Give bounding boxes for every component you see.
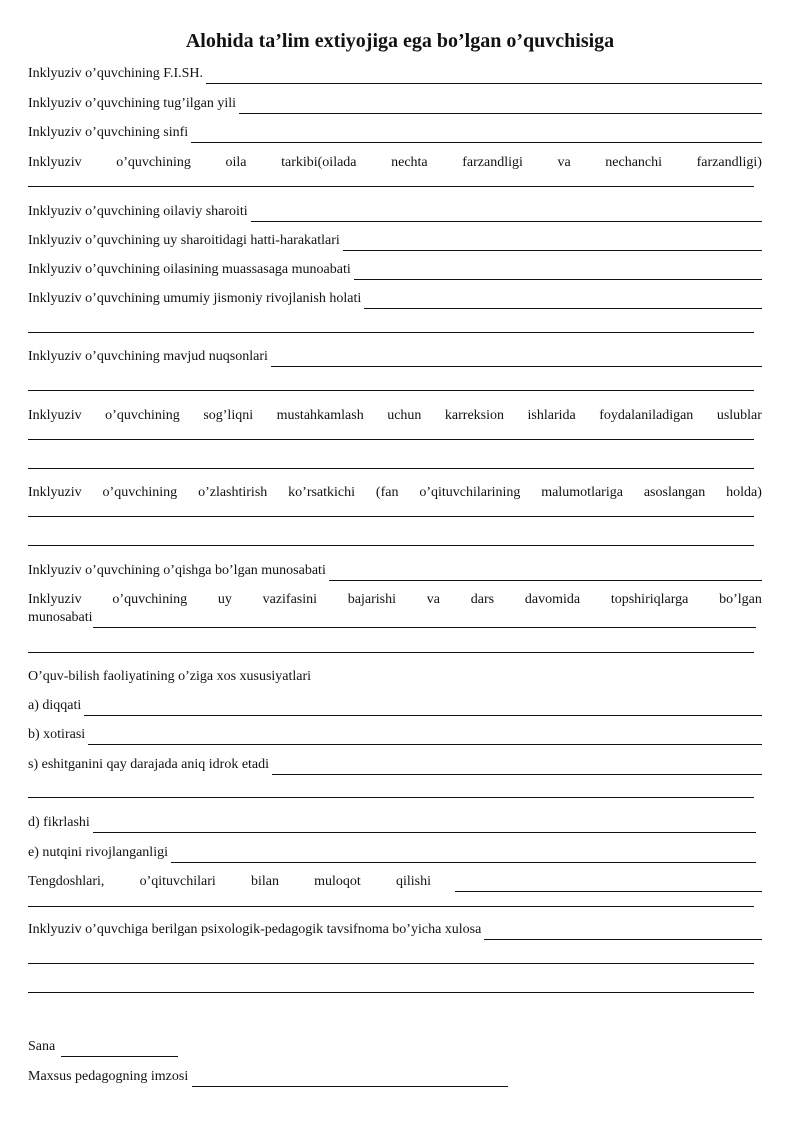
fill-line[interactable] (191, 127, 762, 143)
field-label: munosabati (28, 610, 93, 625)
field-fish (28, 64, 762, 84)
field-perception (28, 755, 762, 775)
document-title: Alohida ta’lim extiyojiga ega bo’lgan o’quvchisiga (185, 30, 615, 52)
label-word: ko’rsatkichi (288, 485, 356, 500)
label-word: o’quvchining (116, 155, 191, 170)
label-word: nechta (391, 155, 428, 170)
label-word: (fan (375, 485, 399, 500)
field-label: Inklyuziv o’quvchining sinfi (28, 125, 189, 140)
fill-line[interactable] (271, 351, 762, 367)
label-word: o’qituvchilari (139, 874, 216, 889)
fill-line[interactable] (28, 390, 754, 391)
field-home-behavior (28, 231, 762, 251)
fill-line[interactable] (364, 293, 762, 309)
field-communication (28, 872, 762, 892)
field-label: e) nutqini rivojlanganligi (28, 845, 168, 860)
cognitive-header: O’quv-bilish faoliyatining o’ziga xos xususiyatlari (28, 669, 312, 684)
label-word: nechanchi (605, 155, 663, 170)
field-label: Inklyuziv o’quvchining oilasining muassasaga munoabati (28, 262, 351, 277)
label-word: dars (470, 592, 495, 607)
fill-line[interactable] (272, 759, 762, 775)
fill-line[interactable] (28, 516, 754, 517)
label-word: bilan (250, 874, 279, 889)
label-word: tarkibi(oilada (281, 155, 357, 170)
fill-line[interactable] (455, 876, 762, 892)
field-health-methods (28, 406, 762, 426)
field-label: Inklyuziv o’quvchiga berilgan psixologik-pedagogik tavsifnoma bo’yicha xulosa (28, 922, 482, 937)
field-thinking (28, 813, 756, 833)
field-family-conditions (28, 202, 762, 222)
fill-line[interactable] (88, 729, 762, 745)
field-conclusion (28, 920, 762, 940)
field-label: d) fikrlashi (28, 815, 90, 830)
label-word: ishlarida (527, 408, 576, 423)
field-label: Inklyuziv o’quvchining o’qishga bo’lgan munosabati (28, 563, 326, 578)
field-label: Inklyuziv o’quvchining uy sharoitidagi hatti-harakatlari (28, 233, 340, 248)
label-word: holda) (726, 485, 762, 500)
field-label: Sana (28, 1039, 56, 1054)
field-label (28, 872, 431, 892)
field-label: Inklyuziv o’quvchining mavjud nuqsonlari (28, 349, 268, 364)
fill-line[interactable] (28, 545, 754, 546)
label-word: va (557, 155, 571, 170)
field-defects (28, 347, 762, 367)
fill-line[interactable] (354, 264, 762, 280)
fill-line[interactable] (206, 68, 762, 84)
fill-line[interactable] (93, 612, 756, 628)
field-label: Inklyuziv o’quvchining oilaviy sharoiti (28, 204, 248, 219)
field-label: b) xotirasi (28, 727, 86, 742)
fill-line[interactable] (28, 992, 754, 993)
label-word: sog’liqni (203, 408, 254, 423)
fill-line[interactable] (251, 206, 762, 222)
label-word: Tengdoshlari, (28, 874, 105, 889)
fill-line[interactable] (28, 468, 754, 469)
fill-line[interactable] (329, 565, 762, 581)
label-word: o’quvchining (112, 592, 188, 607)
label-word: qilishi (395, 874, 431, 889)
label-word: vazifasini (262, 592, 318, 607)
fill-line[interactable] (84, 700, 762, 716)
field-speech (28, 843, 756, 863)
fill-line[interactable] (93, 817, 756, 833)
field-signature (28, 1067, 508, 1087)
label-word: Inklyuziv (28, 592, 82, 607)
fill-line[interactable] (192, 1071, 508, 1087)
label-word: o’zlashtirish (198, 485, 268, 500)
fill-line[interactable] (239, 98, 762, 114)
field-reading-attitude (28, 561, 762, 581)
label-word: karreksion (444, 408, 505, 423)
label-word: mustahkamlash (276, 408, 364, 423)
field-family-attitude (28, 260, 762, 280)
fill-line[interactable] (171, 847, 756, 863)
field-physical-development (28, 289, 762, 309)
field-label: Maxsus pedagogning imzosi (28, 1069, 189, 1084)
label-word: uchun (387, 408, 422, 423)
field-family-composition (28, 153, 762, 173)
label-word: bo’lgan (719, 592, 762, 607)
field-memory (28, 725, 762, 745)
label-word: Inklyuziv (28, 155, 82, 170)
label-word: o’quvchining (102, 485, 178, 500)
label-word: va (426, 592, 440, 607)
fill-line[interactable] (28, 652, 754, 653)
fill-line[interactable] (61, 1041, 178, 1057)
fill-line[interactable] (28, 439, 754, 440)
label-word: muloqot (314, 874, 361, 889)
field-label: Inklyuziv o’quvchining F.I.SH. (28, 66, 204, 81)
label-word: malumotlariga (541, 485, 623, 500)
field-label: s) eshitganini qay darajada aniq idrok etadi (28, 757, 270, 772)
field-attention (28, 696, 762, 716)
label-word: farzandligi (462, 155, 523, 170)
field-class (28, 123, 762, 143)
label-word: Inklyuziv (28, 485, 82, 500)
label-word: oila (225, 155, 247, 170)
label-word: o’qituvchilarining (419, 485, 521, 500)
field-birth-year (28, 94, 762, 114)
fill-line[interactable] (28, 797, 754, 798)
label-word: uy (217, 592, 232, 607)
fill-line[interactable] (343, 235, 762, 251)
label-word: topshiriqlarga (610, 592, 689, 607)
label-word: bajarishi (347, 592, 397, 607)
field-label: Inklyuziv o’quvchining umumiy jismoniy rivojlanish holati (28, 291, 362, 306)
label-word: o’quvchining (105, 408, 180, 423)
fill-line[interactable] (28, 332, 754, 333)
field-homework-cont (28, 608, 756, 628)
label-word: asoslangan (643, 485, 706, 500)
fill-line[interactable] (28, 963, 754, 964)
field-date (28, 1037, 178, 1057)
label-word: davomida (524, 592, 581, 607)
label-word: foydalaniladigan (599, 408, 694, 423)
label-word: Inklyuziv (28, 408, 82, 423)
field-label: Inklyuziv o’quvchining tug’ilgan yili (28, 96, 237, 111)
field-label: a) diqqati (28, 698, 82, 713)
fill-line[interactable] (484, 924, 762, 940)
fill-line[interactable] (28, 906, 754, 907)
fill-line[interactable] (28, 186, 754, 187)
field-mastery (28, 483, 762, 503)
label-word: farzandligi) (696, 155, 762, 170)
label-word: uslublar (716, 408, 762, 423)
field-homework (28, 590, 762, 610)
